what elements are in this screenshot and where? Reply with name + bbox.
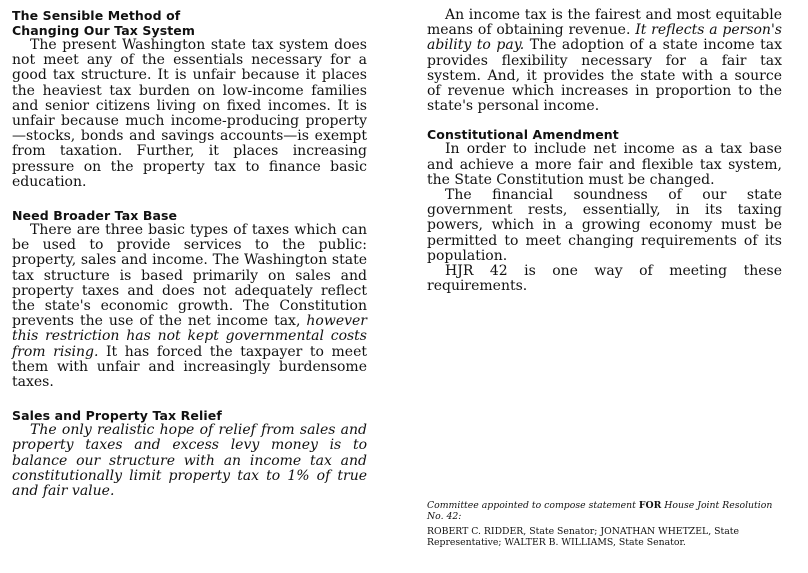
- right-column: [427, 8, 782, 294]
- member-name: JONATHAN WHETZEL,: [600, 526, 712, 537]
- section-heading-tax-relief: Sales and Property Tax Relief: [12, 408, 222, 424]
- heading-line-2: Changing Our Tax System: [12, 23, 196, 38]
- heading-line-1: The Sensible Method of: [12, 8, 181, 23]
- member-name: ROBERT C. RIDDER,: [427, 526, 527, 537]
- paragraph-present-system: The present Washington state tax system does not meet any of the essentials necessary for a good tax structure. It is unfair because it places the heaviest tax burden on low-income families and senior citizens living on fixed incomes. It is unfair because much income-producing property—stocks, bonds and savings accounts—is exempt from taxation. Further, it places increasing pressure on the property tax to finance basic education.: [12, 37, 367, 190]
- section-heading-constitutional-amendment: Constitutional Amendment: [427, 127, 619, 143]
- paragraph-three-tax-types: There are three basic types of taxes which can be used to provide services to the public: property, sales and income. The Washington state tax structure is based primarily on sales and property taxes and does not adequately reflect the state's economic growth. The Constitution prevents the use of the net income tax, however this restriction has not kept governmental costs from rising. It has forced the taxpayer to meet them with unfair and increasingly burdensome taxes.: [12, 222, 367, 391]
- paragraph-relief: The only realistic hope of relief from sales and property taxes and excess levy money is to balance our structure with an income tax and constitutionally limit property tax to 1% of true and fair value.: [12, 422, 367, 500]
- paragraph-amendment-1: In order to include net income as a tax base and achieve a more fair and flexible tax system, the State Constitution must be changed.: [427, 141, 782, 188]
- emphasis-text: however this restriction has not kept governmental costs from rising.: [12, 313, 367, 360]
- committee-members: ROBERT C. RIDDER, State Senator; JONATHAN WHETZEL, State Representative; WALTER B. WILLIAMS, State Senator.: [427, 526, 740, 548]
- emphasis-text: It reflects a person's ability to pay.: [427, 22, 782, 54]
- left-column: [12, 8, 367, 499]
- committee-lead: Committee appointed to compose statement FOR House Joint Resolution No. 42:: [427, 500, 773, 522]
- committee-footnote: [427, 501, 782, 548]
- paragraph-income-tax-fairest: An income tax is the fairest and most equitable means of obtaining revenue. It reflects a person's ability to pay. The adoption of a state income tax provides flexibility necessary for a fair tax system. And, it provides the state with a source of revenue which increases in proportion to the state's personal income.: [427, 7, 782, 115]
- section-heading-broader-tax-base: Need Broader Tax Base: [12, 208, 178, 224]
- paragraph-amendment-2: The financial soundness of our state government rests, essentially, in its taxing powers, which in a growing economy must be permitted to meet changing requirements of its population.: [427, 187, 782, 264]
- section-heading-sensible-method: [12, 8, 367, 38]
- member-name: WALTER B. WILLIAMS,: [504, 536, 616, 548]
- paragraph-amendment-3: HJR 42 is one way of meeting these requirements.: [427, 263, 782, 295]
